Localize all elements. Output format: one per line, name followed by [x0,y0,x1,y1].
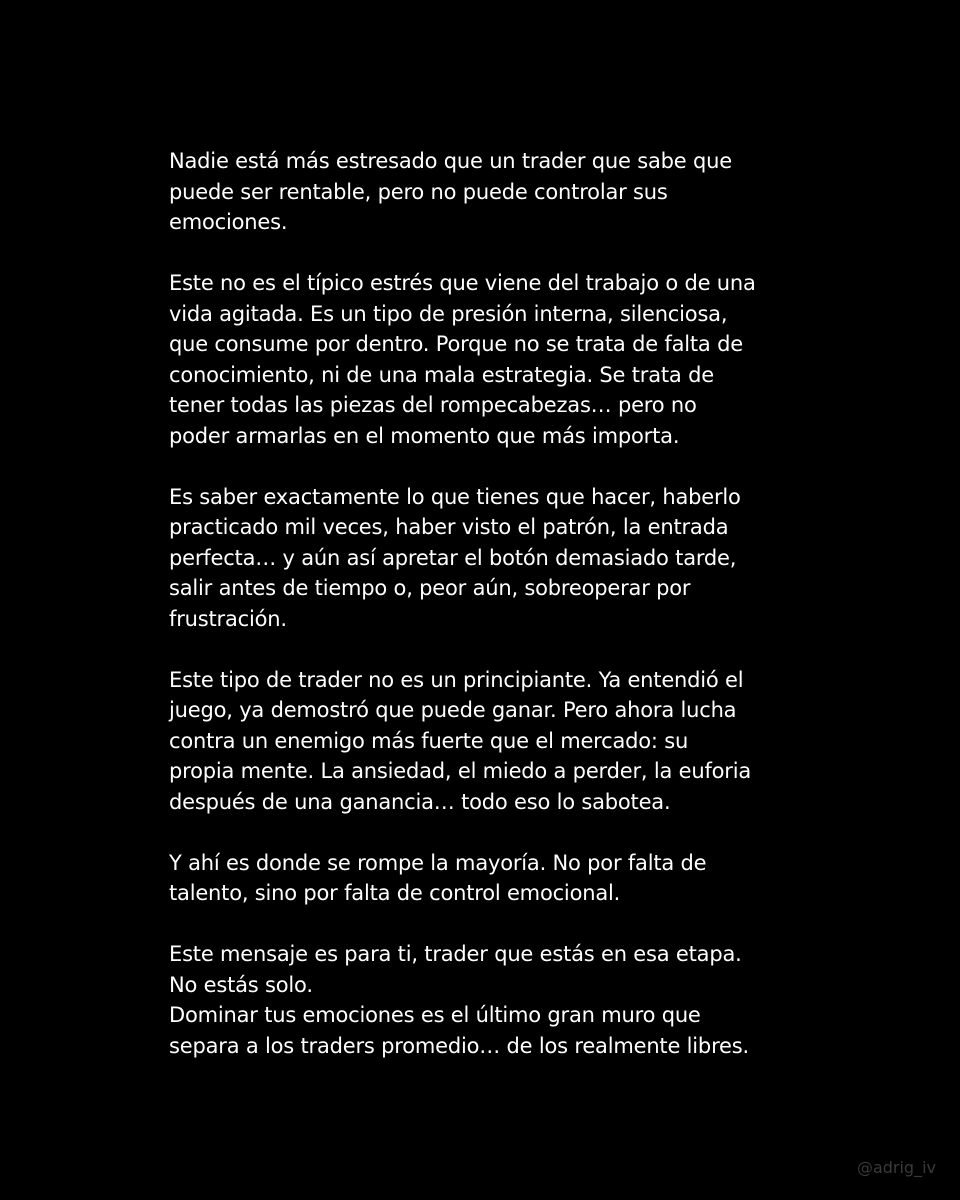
paragraph-3: Es saber exactamente lo que tienes que hacer, haberlo practicado mil veces, haber visto el patrón, la entrada perfecta… y aún así apretar el botón demasiado tarde, salir antes de tiempo o, peor aún, sobreoperar por frustración. [169,484,741,631]
paragraph-4: Este tipo de trader no es un principiante. Ya entendió el juego, ya demostró que puede ganar. Pero ahora lucha contra un enemigo más fuerte que el mercado: su propia mente. La ansiedad, el miedo a perder, la euforia después de una ganancia… todo eso lo sabotea. [169,667,752,814]
paragraph-5: Y ahí es donde se rompe la mayoría. No por falta de talento, sino por falta de control emocional. [169,850,707,905]
paragraph-6: Este mensaje es para ti, trader que estás en esa etapa. No estás solo. Dominar tus emociones es el último gran muro que separa a los traders promedio… de los realmente libres. [169,942,749,1058]
author-handle-watermark: @adrig_iv [856,1158,936,1177]
paragraph-1: Nadie está más estresado que un trader que sabe que puede ser rentable, pero no puede controlar sus emociones. [169,149,732,234]
post-text-body [169,146,809,1061]
paragraph-2: Este no es el típico estrés que viene del trabajo o de una vida agitada. Es un tipo de presión interna, silenciosa, que consume por dentro. Porque no se trata de falta de conocimiento, ni de una mala estrategia. Se trata de tener todas las piezas del rompecabezas… pero no poder armarlas en el momento que más importa. [169,271,756,448]
